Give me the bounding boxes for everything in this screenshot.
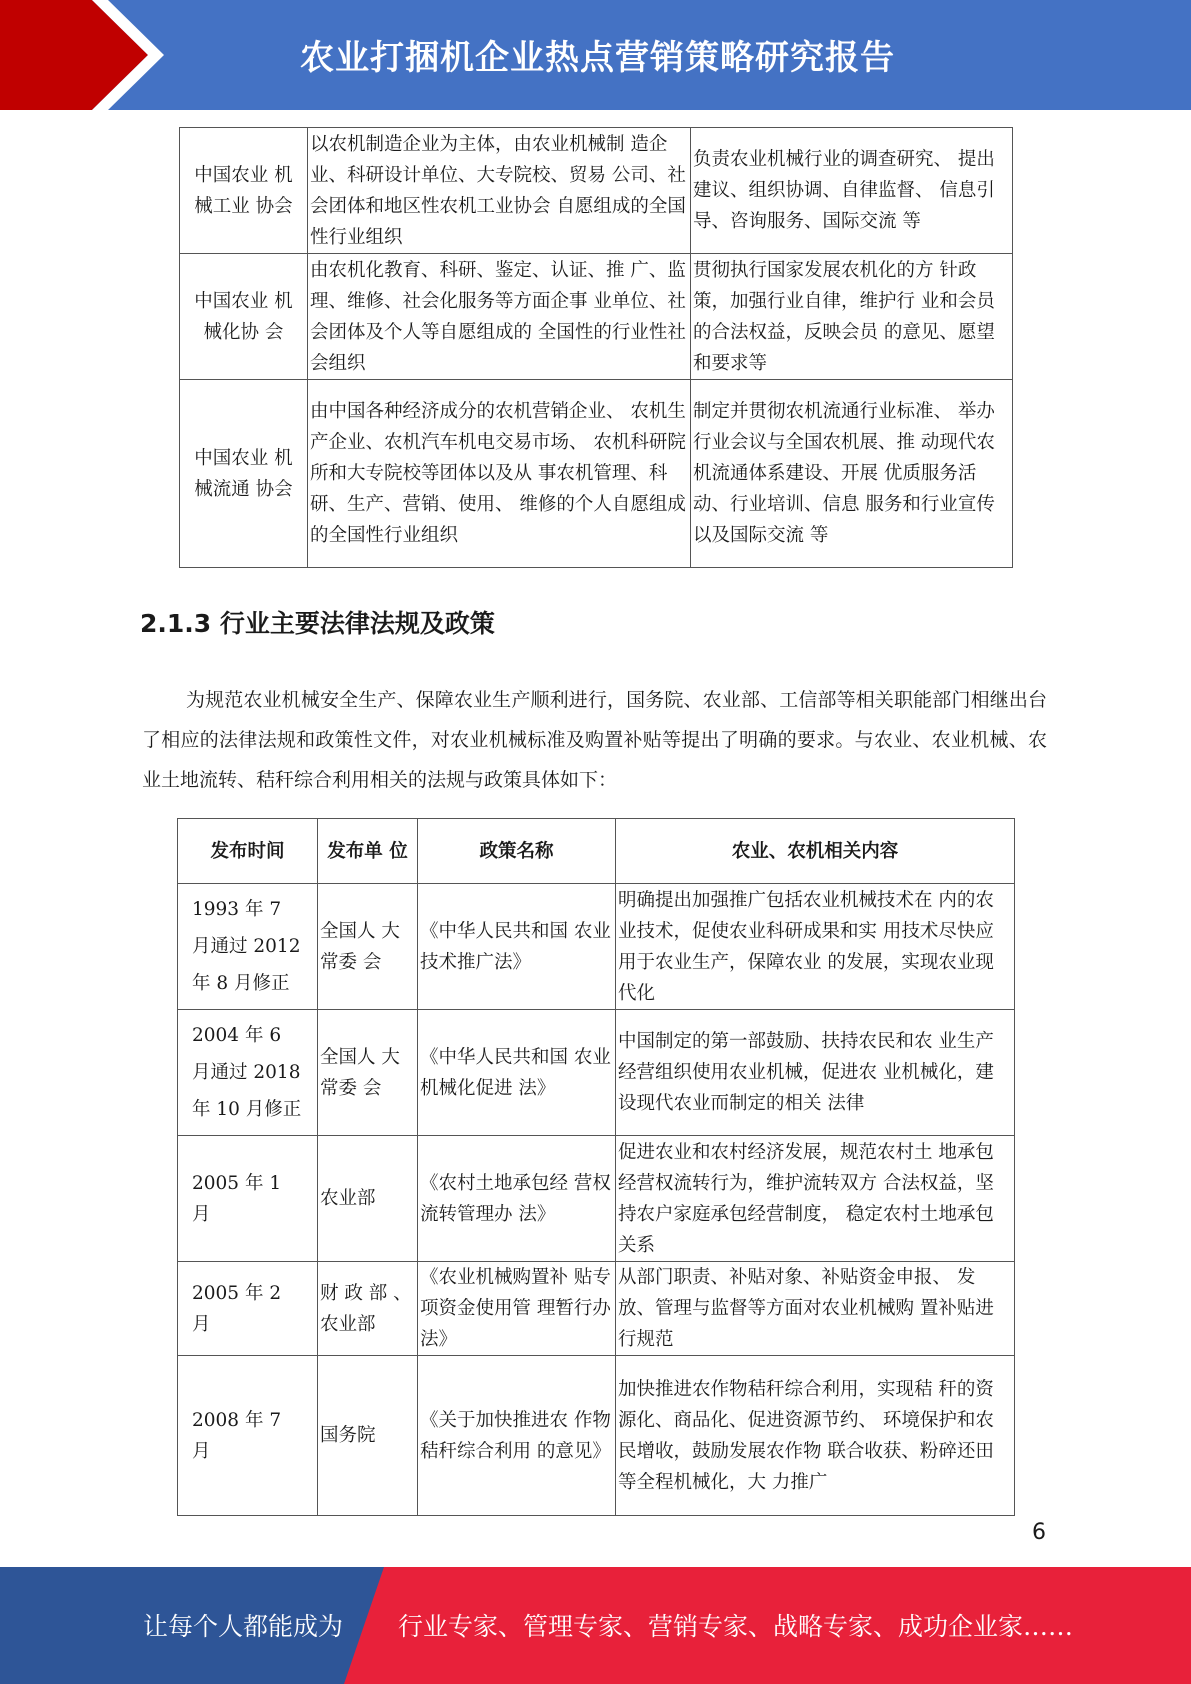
policy-name: 《农业机械购置补 贴专项资金使用管 理暂行办法》: [418, 1262, 616, 1356]
release-time: 2005 年 2 月: [178, 1262, 318, 1356]
table-row: [178, 1356, 1015, 1516]
section-heading: 2.1.3 行业主要法律法规及政策: [140, 609, 495, 638]
release-time: 2008 年 7 月: [178, 1356, 318, 1516]
column-header: 农业、农机相关内容: [616, 819, 1015, 884]
column-header: 发布单 位: [318, 819, 418, 884]
body-paragraph: 为规范农业机械安全生产、保障农业生产顺利进行，国务院、农业部、工信部等相关职能部门相继出台了相应的法律法规和政策性文件，对农业机械标准及购置补贴等提出了明确的要求。与农业、农业机械、农业土地流转、秸秆综合利用相关的法规与政策具体如下：: [142, 689, 1047, 791]
association-duties: 负责农业机械行业的调查研究、 提出建议、组织协调、自律监督、 信息引导、咨询服务、国际交流 等: [691, 128, 1013, 254]
table-header-row: [178, 819, 1015, 884]
footer-slogan-left: 让每个人都能成为: [143, 1612, 344, 1641]
policy-content: 促进农业和农村经济发展，规范农村土 地承包经营权流转行为，维护流转双方 合法权益，坚持农户家庭承包经营制度， 稳定农村土地承包关系: [616, 1136, 1015, 1262]
report-title: 农业打捆机企业热点营销策略研究报告: [300, 38, 895, 78]
policy-content: 中国制定的第一部鼓励、扶持农民和农 业生产经营组织使用农业机械，促进农 业机械化，建设现代农业而制定的相关 法律: [616, 1010, 1015, 1136]
release-time: 2005 年 1 月: [178, 1136, 318, 1262]
policy-name: 《中华人民共和国 农业技术推广法》: [418, 884, 616, 1010]
association-name: 中国农业 机械流通 协会: [180, 380, 308, 568]
policy-name: 《农村土地承包经 营权流转管理办 法》: [418, 1136, 616, 1262]
association-duties: 贯彻执行国家发展农机化的方 针政策，加强行业自律，维护行 业和会员的合法权益，反映会员 的意见、愿望和要求等: [691, 254, 1013, 380]
issuer: 全国人 大常委 会: [318, 884, 418, 1010]
association-duties: 制定并贯彻农机流通行业标准、 举办行业会议与全国农机展、推 动现代农机流通体系建设、开展 优质服务活动、行业培训、信息 服务和行业宣传以及国际交流 等: [691, 380, 1013, 568]
association-table: [179, 127, 1013, 568]
release-time-text: 1993 年 7 月通过 2012 年 8 月修正: [192, 899, 301, 994]
association-name: 中国农业 机械工业 协会: [180, 128, 308, 254]
table-row: [178, 1262, 1015, 1356]
footer-slogan-right: 行业专家、管理专家、营销专家、战略专家、成功企业家……: [398, 1612, 1074, 1641]
association-name: 中国农业 机械化协 会: [180, 254, 308, 380]
column-header: 政策名称: [418, 819, 616, 884]
policy-content: 加快推进农作物秸秆综合利用，实现秸 秆的资源化、商品化、促进资源节约、 环境保护和农民增收，鼓励发展农作物 联合收获、粉碎还田等全程机械化，大 力推广: [616, 1356, 1015, 1516]
page-header: [0, 0, 1191, 110]
issuer: 财 政 部 、农业部: [318, 1262, 418, 1356]
table-row: [178, 1010, 1015, 1136]
release-time: [178, 884, 318, 1010]
table-row: [178, 1136, 1015, 1262]
policy-content: 明确提出加强推广包括农业机械技术在 内的农业技术，促使农业科研成果和实 用技术尽快应用于农业生产，保障农业 的发展，实现农业现代化: [616, 884, 1015, 1010]
table-row: [180, 380, 1013, 568]
column-header: 发布时间: [178, 819, 318, 884]
association-composition: 由农机化教育、科研、鉴定、认证、推 广、监理、维修、社会化服务等方面企事 业单位、社会团体及个人等自愿组成的 全国性的行业性社会组织: [308, 254, 691, 380]
table-row: [180, 254, 1013, 380]
page-footer: [0, 1567, 1191, 1684]
policy-name: 《关于加快推进农 作物秸秆综合利用 的意见》: [418, 1356, 616, 1516]
policy-name: 《中华人民共和国 农业机械化促进 法》: [418, 1010, 616, 1136]
issuer: 全国人 大常委 会: [318, 1010, 418, 1136]
association-composition: 以农机制造企业为主体，由农业机械制 造企业、科研设计单位、大专院校、贸易 公司、社会团体和地区性农机工业协会 自愿组成的全国性行业组织: [308, 128, 691, 254]
release-time-text: 2004 年 6 月通过 2018 年 10 月修正: [192, 1025, 302, 1120]
release-time: [178, 1010, 318, 1136]
issuer: 国务院: [318, 1356, 418, 1516]
page-number: 6: [1032, 1520, 1046, 1545]
policy-content: 从部门职责、补贴对象、补贴资金申报、 发放、管理与监督等方面对农业机械购 置补贴进行规范: [616, 1262, 1015, 1356]
table-row: [180, 128, 1013, 254]
table-row: [178, 884, 1015, 1010]
policy-table: [177, 818, 1015, 1516]
association-composition: 由中国各种经济成分的农机营销企业、 农机生产企业、农机汽车机电交易市场、 农机科研院所和大专院校等团体以及从 事农机管理、科研、生产、营销、使用、 维修的个人自愿组成的全国性行业组织: [308, 380, 691, 568]
issuer: 农业部: [318, 1136, 418, 1262]
